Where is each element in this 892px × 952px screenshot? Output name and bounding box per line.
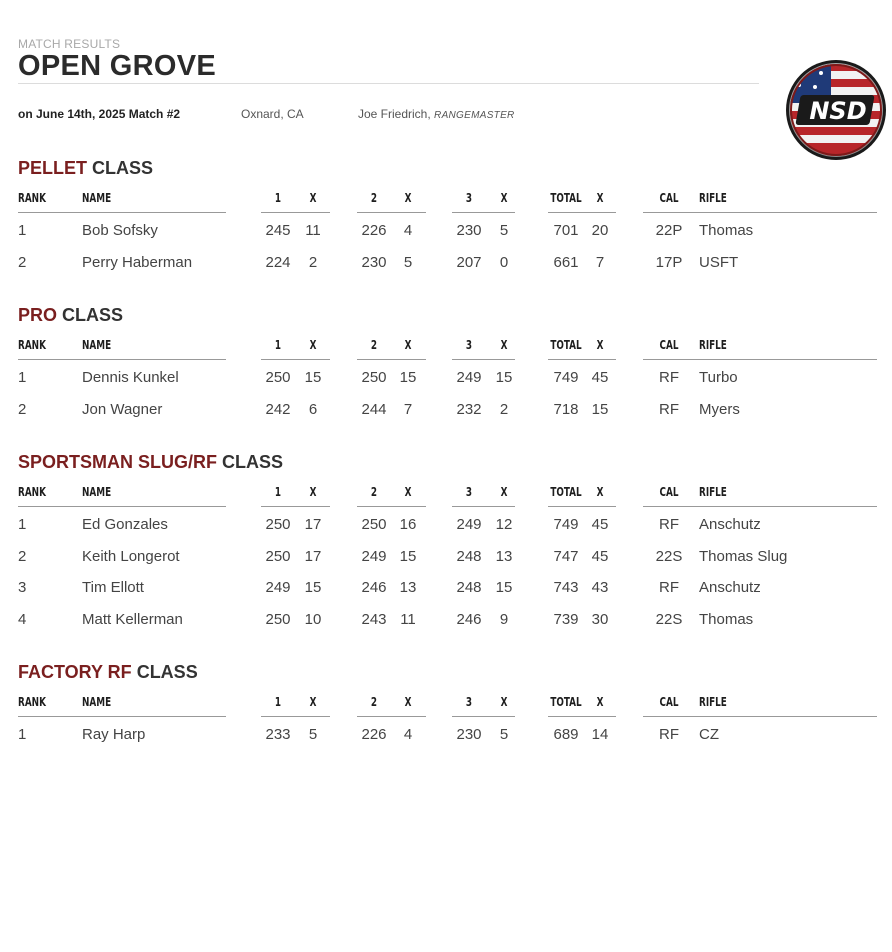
column-header-s3: 3 — [465, 695, 473, 709]
column-header-rifle: RIFLE — [699, 338, 727, 352]
cell-rank: 2 — [18, 400, 27, 418]
class-title — [18, 157, 878, 185]
cell-total: 749 — [553, 369, 579, 386]
cell-name: Bob Sofsky — [82, 222, 158, 239]
class-title — [18, 661, 878, 689]
cell-total: 718 — [553, 400, 579, 418]
cell-x2: 16 — [399, 516, 417, 533]
cell-rank: 2 — [18, 253, 27, 271]
cell-rank: 4 — [18, 610, 27, 628]
class-title-accent: FACTORY RF — [18, 662, 132, 682]
column-header-total: TOTAL — [550, 695, 582, 709]
cell-name: Tim Ellott — [82, 579, 144, 596]
column-header-cal: CAL — [659, 191, 679, 205]
column-header-total: TOTAL — [550, 338, 582, 352]
cell-xt: 20 — [591, 222, 609, 239]
cell-x3: 12 — [495, 516, 513, 533]
column-header-xt: X — [596, 485, 604, 499]
cell-s2: 230 — [361, 253, 387, 271]
cell-x2: 4 — [403, 726, 413, 743]
cell-xt: 15 — [591, 400, 609, 418]
cell-rifle: Anschutz — [699, 579, 761, 596]
title-divider — [18, 83, 759, 84]
column-header-xt: X — [596, 695, 604, 709]
cell-name: Keith Longerot — [82, 547, 180, 565]
column-header-cal: CAL — [659, 485, 679, 499]
class-title-accent: PRO — [18, 305, 58, 325]
page-title: OPEN GROVE — [18, 50, 216, 82]
cell-name: Ed Gonzales — [82, 516, 168, 533]
cell-x2: 11 — [400, 610, 416, 628]
cell-rifle: CZ — [699, 726, 719, 743]
cell-rifle: Turbo — [699, 369, 738, 386]
column-header-x3: X — [500, 338, 508, 352]
class-title-suffix: CLASS — [217, 452, 284, 472]
table-row — [18, 213, 878, 245]
column-header-rifle: RIFLE — [699, 695, 727, 709]
column-header-x1: X — [309, 338, 317, 352]
cell-s1: 224 — [265, 253, 291, 271]
table-row — [18, 570, 878, 602]
cell-name: Perry Haberman — [82, 253, 193, 271]
column-header-xt: X — [596, 191, 604, 205]
class-section — [18, 304, 878, 423]
cell-s1: 250 — [265, 369, 291, 386]
class-title-accent: PELLET — [18, 158, 88, 178]
column-header-s3: 3 — [465, 485, 473, 499]
cell-x2: 5 — [403, 253, 413, 271]
cell-s2: 250 — [361, 369, 387, 386]
cell-x3: 5 — [499, 222, 509, 239]
cell-x1: 15 — [304, 369, 322, 386]
column-header-x2: X — [404, 695, 412, 709]
cell-cal: RF — [659, 369, 679, 386]
cell-s2: 246 — [361, 579, 387, 596]
cell-cal: RF — [659, 400, 679, 418]
cell-xt: 14 — [591, 726, 609, 743]
cell-x1: 10 — [304, 610, 322, 628]
cell-x3: 0 — [499, 253, 509, 271]
cell-x1: 2 — [308, 253, 318, 271]
column-header-x3: X — [500, 695, 508, 709]
cell-xt: 30 — [591, 610, 609, 628]
cell-rifle: USFT — [699, 253, 739, 271]
match-location: Oxnard, CA — [241, 107, 304, 121]
column-header-rifle: RIFLE — [699, 485, 727, 499]
column-header-s3: 3 — [465, 191, 473, 205]
cell-xt: 43 — [591, 579, 609, 596]
table-row — [18, 717, 878, 749]
cell-s3: 248 — [456, 579, 482, 596]
column-header-total: TOTAL — [550, 485, 582, 499]
cell-x2: 15 — [399, 547, 417, 565]
table-header — [18, 185, 878, 213]
match-date: on June 14th, 2025 Match #2 — [18, 107, 181, 121]
cell-x3: 9 — [499, 610, 509, 628]
cell-x3: 5 — [499, 726, 509, 743]
cell-rank: 2 — [18, 547, 27, 565]
column-header-x1: X — [309, 191, 317, 205]
cell-s2: 249 — [361, 547, 387, 565]
column-header-cal: CAL — [659, 695, 679, 709]
column-header-s2: 2 — [370, 338, 378, 352]
cell-x1: 11 — [305, 222, 321, 239]
cell-cal: 22P — [655, 222, 683, 239]
cell-total: 701 — [553, 222, 579, 239]
cell-x3: 13 — [495, 547, 513, 565]
class-section — [18, 661, 878, 749]
cell-x1: 5 — [308, 726, 318, 743]
cell-total: 747 — [553, 547, 579, 565]
cell-s3: 248 — [456, 547, 482, 565]
cell-xt: 45 — [591, 547, 609, 565]
cell-x1: 6 — [308, 400, 318, 418]
table-header — [18, 332, 878, 360]
cell-rank: 1 — [18, 369, 27, 386]
column-header-x3: X — [500, 191, 508, 205]
cell-x2: 15 — [399, 369, 417, 386]
column-header-x3: X — [500, 485, 508, 499]
cell-name: Jon Wagner — [82, 400, 163, 418]
column-header-s1: 1 — [274, 338, 282, 352]
column-header-rank: RANK — [18, 191, 46, 205]
cell-xt: 45 — [591, 516, 609, 533]
class-title-accent: SPORTSMAN SLUG/RF — [18, 452, 218, 472]
column-header-name: NAME — [82, 338, 112, 352]
rangemaster-role: RANGEMASTER — [434, 110, 515, 121]
column-header-s1: 1 — [274, 695, 282, 709]
column-header-cal: CAL — [659, 338, 679, 352]
column-header-x1: X — [309, 485, 317, 499]
column-header-rank: RANK — [18, 485, 46, 499]
cell-cal: RF — [659, 726, 679, 743]
cell-total: 739 — [553, 610, 579, 628]
column-header-rank: RANK — [18, 695, 46, 709]
column-header-s1: 1 — [274, 485, 282, 499]
cell-total: 749 — [553, 516, 579, 533]
cell-total: 689 — [553, 726, 579, 743]
column-header-name: NAME — [82, 485, 112, 499]
cell-s3: 246 — [456, 610, 482, 628]
table-header — [18, 689, 878, 717]
cell-x2: 13 — [399, 579, 417, 596]
class-title-suffix: CLASS — [57, 305, 124, 325]
cell-s1: 250 — [265, 547, 291, 565]
cell-s2: 250 — [361, 516, 387, 533]
table-row — [18, 539, 878, 571]
cell-s1: 245 — [265, 222, 291, 239]
cell-x3: 15 — [495, 369, 513, 386]
rangemaster — [358, 107, 515, 121]
cell-s3: 230 — [456, 222, 482, 239]
cell-rank: 1 — [18, 222, 27, 239]
cell-total: 743 — [553, 579, 579, 596]
cell-s2: 244 — [361, 400, 387, 418]
cell-rifle: Thomas Slug — [699, 547, 788, 565]
cell-name: Ray Harp — [82, 726, 146, 743]
column-header-name: NAME — [82, 191, 112, 205]
column-header-s2: 2 — [370, 485, 378, 499]
cell-rank: 3 — [18, 579, 27, 596]
column-header-x1: X — [309, 695, 317, 709]
column-header-x2: X — [404, 191, 412, 205]
cell-s1: 250 — [265, 516, 291, 533]
cell-name: Dennis Kunkel — [82, 369, 179, 386]
class-section — [18, 157, 878, 276]
cell-rifle: Thomas — [699, 222, 754, 239]
rangemaster-name: Joe Friedrich, — [358, 107, 431, 121]
table-row — [18, 507, 878, 539]
cell-total: 661 — [553, 253, 579, 271]
cell-cal: 22S — [655, 610, 683, 628]
class-title — [18, 451, 878, 479]
table-row — [18, 602, 878, 634]
nsd-logo — [785, 59, 887, 161]
class-section — [18, 451, 878, 633]
cell-x1: 17 — [304, 547, 322, 565]
table-row — [18, 392, 878, 424]
class-title-suffix: CLASS — [131, 662, 198, 682]
column-header-total: TOTAL — [550, 191, 582, 205]
column-header-s3: 3 — [465, 338, 473, 352]
cell-x3: 15 — [495, 579, 513, 596]
cell-s3: 207 — [456, 253, 482, 271]
cell-x2: 4 — [403, 222, 413, 239]
cell-s2: 226 — [361, 726, 387, 743]
cell-cal: 17P — [655, 253, 683, 271]
cell-x3: 2 — [499, 400, 509, 418]
column-header-rank: RANK — [18, 338, 46, 352]
cell-x2: 7 — [403, 400, 413, 418]
table-row — [18, 245, 878, 277]
column-header-s1: 1 — [274, 191, 282, 205]
cell-s2: 243 — [361, 610, 387, 628]
cell-s1: 249 — [265, 579, 291, 596]
cell-xt: 45 — [591, 369, 609, 386]
cell-s3: 232 — [456, 400, 482, 418]
cell-s2: 226 — [361, 222, 387, 239]
cell-cal: 22S — [655, 547, 683, 565]
cell-rifle: Myers — [699, 400, 740, 418]
class-title — [18, 304, 878, 332]
cell-name: Matt Kellerman — [82, 610, 183, 628]
table-row — [18, 360, 878, 392]
page-kicker: MATCH RESULTS — [18, 37, 121, 51]
cell-rank: 1 — [18, 516, 27, 533]
cell-cal: RF — [659, 579, 679, 596]
class-title-suffix: CLASS — [87, 158, 154, 178]
cell-s3: 249 — [456, 369, 482, 386]
logo-text: NSD — [809, 97, 867, 125]
cell-cal: RF — [659, 516, 679, 533]
cell-rifle: Thomas — [699, 610, 754, 628]
cell-s1: 250 — [265, 610, 291, 628]
cell-s1: 242 — [265, 400, 291, 418]
column-header-rifle: RIFLE — [699, 191, 727, 205]
column-header-s2: 2 — [370, 191, 378, 205]
cell-s1: 233 — [265, 726, 291, 743]
cell-rank: 1 — [18, 726, 27, 743]
column-header-x2: X — [404, 485, 412, 499]
cell-x1: 17 — [304, 516, 322, 533]
cell-s3: 230 — [456, 726, 482, 743]
table-header — [18, 479, 878, 507]
cell-rifle: Anschutz — [699, 516, 761, 533]
column-header-name: NAME — [82, 695, 112, 709]
column-header-s2: 2 — [370, 695, 378, 709]
cell-xt: 7 — [595, 253, 605, 271]
cell-s3: 249 — [456, 516, 482, 533]
column-header-x2: X — [404, 338, 412, 352]
column-header-xt: X — [596, 338, 604, 352]
cell-x1: 15 — [304, 579, 322, 596]
